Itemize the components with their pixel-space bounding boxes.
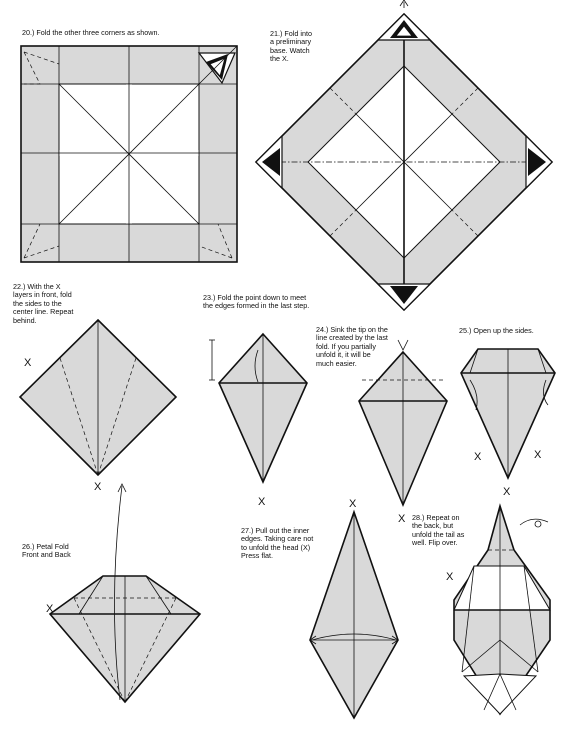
x-marker: X [24,357,32,369]
x-marker: X [349,498,357,510]
step-23-diagram [209,334,307,508]
step-23-caption: 23.) Fold the point down to meet the edges formed in the last step. [203,293,310,311]
x-marker: X [446,571,454,583]
step-27-caption: 27.) Pull out the inner edges. Taking care not to unfold the head (X) Press flat. [241,526,314,561]
step-26-diagram [46,484,200,702]
x-marker: X [46,603,54,615]
step-21-diagram [256,0,552,310]
x-marker: X [94,481,102,493]
step-28-diagram [446,506,550,714]
x-marker: X [258,496,266,508]
step-26-caption: 26.) Petal Fold Front and Back [22,542,71,560]
step-27-diagram [310,498,398,718]
step-22-diagram [20,320,176,493]
step-22-caption: 22.) With the X layers in front, fold the sides to the center line. Repeat behind. [13,282,74,325]
step-25-caption: 25.) Open up the sides. [459,326,534,335]
step-21-caption: 21.) Fold into a preliminary base. Watch the X. [270,29,312,64]
step-24-diagram [359,340,447,525]
step-20-diagram [21,46,237,262]
step-24-caption: 24.) Sink the tip on the line created by the last fold. If you partially unfold it, it will be much easier. [316,325,388,368]
x-marker: X [503,486,511,498]
step-20-caption: 20.) Fold the other three corners as shown. [22,28,160,37]
step-25-diagram [461,349,555,498]
step-28-caption: 28.) Repeat on the back, but unfold the tail as well. Flip over. [412,513,465,548]
x-marker: X [534,449,542,461]
x-marker: X [398,513,406,525]
x-marker: X [474,451,482,463]
